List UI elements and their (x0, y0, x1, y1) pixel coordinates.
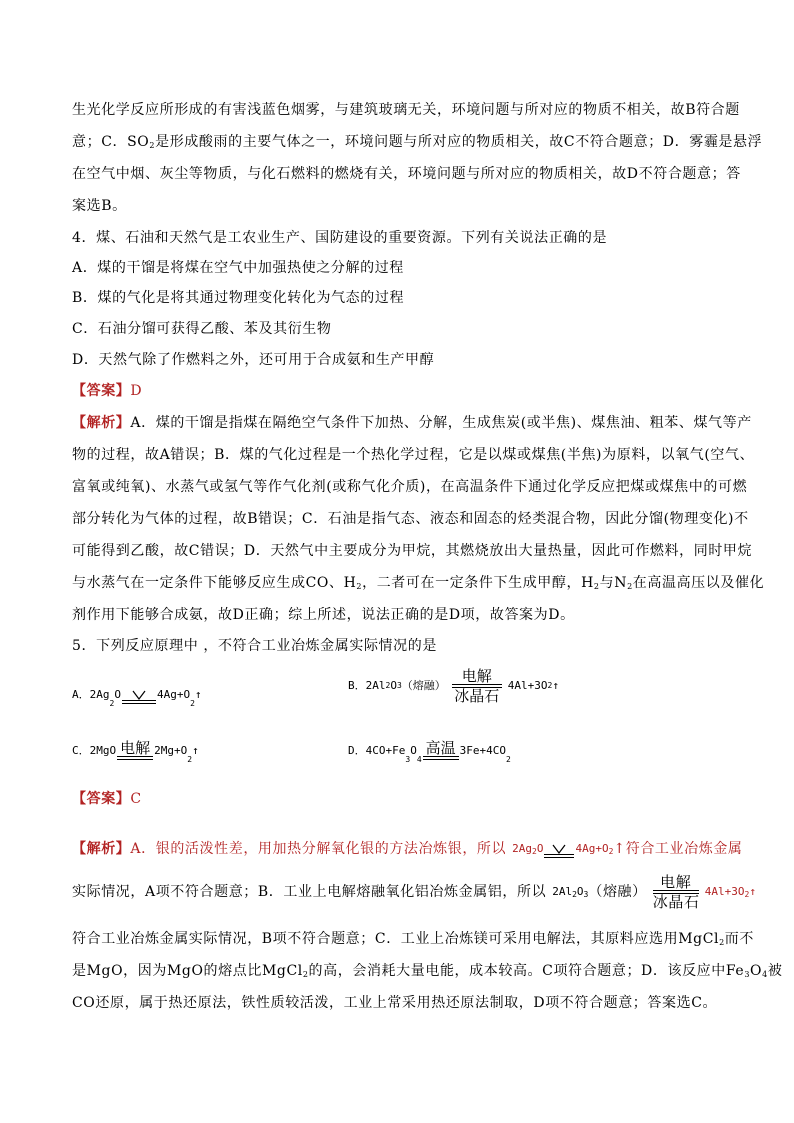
q4-answer: 【答案】D (72, 383, 143, 399)
q5-answer: 【答案】C (72, 791, 142, 807)
q4-explanation-line-3: 富氧或纯氧)、水蒸气或氢气等作气化剂(或称气化介质)，在高温条件下通过化学反应把煤或煤焦中的可燃 (72, 479, 748, 495)
heat-condition (544, 844, 574, 858)
q4-option-d: D．天然气除了作燃料之外，还可用于合成氨和生产甲醇 (72, 352, 435, 368)
electrolysis-condition: 电解 (117, 740, 153, 760)
q5-explanation-line-5: CO还原，属于热还原法，铁性质较活泼，工业上常采用热还原法制取，D项不符合题意；答案选C。 (72, 995, 718, 1011)
high-temperature-condition: 高温 (423, 740, 459, 760)
electrolysis-cryolite-condition: 电解 冰晶石 (652, 873, 700, 911)
q4-explanation-line-2: 物的过程，故A错误；B．煤的气化过程是一个热化学过程，它是以煤或煤焦(半焦)为原料，以氧气(空气、 (72, 447, 755, 463)
q5-option-d: D．4CO+Fe 3 O 4 高温 3Fe+4CO 2 (348, 739, 511, 764)
q5-option-b: B．2Al 2 O 3 （熔融） 电解 冰晶石 4Al+3O 2 ↑ (348, 667, 559, 705)
q5-option-a: A．2Ag 2 O 4Ag+O 2 ↑ (72, 688, 202, 708)
q4-explanation-line-4: 部分转化为气体的过程，故B错误；C．石油是指气态、液态和固态的烃类混合物，因此分馏(物理变化)不 (72, 511, 749, 527)
prev-explanation-line-3: 在空气中烟、灰尘等物质，与化石燃料的燃烧有关，环境问题与所对应的物质相关，故D不符合题意；答 (72, 166, 741, 182)
q5-stem: 5．下列反应原理中 ，不符合工业冶炼金属实际情况的是 (72, 638, 437, 654)
q4-explanation-line-5: 可能得到乙酸，故C错误；D．天然气中主要成分为甲烷，其燃烧放出大量热量，因此可作燃料，同时甲烷 (72, 543, 753, 559)
q4-explanation-line-1: 【解析】A．煤的干馏是指煤在隔绝空气条件下加热、分解，生成焦炭(或半焦)、煤焦油、粗苯、煤气等产 (72, 415, 752, 431)
q4-option-a: A．煤的干馏是将煤在空气中加强热使之分解的过程 (72, 260, 404, 276)
q4-option-b: B．煤的气化是将其通过物理变化转化为气态的过程 (72, 290, 405, 306)
heat-condition (122, 690, 156, 704)
electrolysis-cryolite-condition: 电解 冰晶石 (452, 668, 502, 704)
equals-arrow (544, 854, 574, 858)
q4-stem: 4．煤、石油和天然气是工农业生产、国防建设的重要资源。下列有关说法正确的是 (72, 230, 608, 246)
prev-explanation-line-1: 生光化学反应所形成的有害浅蓝色烟雾，与建筑玻璃无关，环境问题与所对应的物质不相关，故B符合题 (72, 102, 740, 118)
q4-option-c: C．石油分馏可获得乙酸、苯及其衍生物 (72, 321, 332, 337)
q5-explanation-line-3: 符合工业冶炼金属实际情况，B项不符合题意；C．工业上冶炼镁可采用电解法，其原料应选用MgCl$_2$而不 (72, 931, 754, 947)
heat-triangle-icon (132, 690, 146, 700)
prev-explanation-line-2: 意；C．$SO_2$是形成酸雨的主要气体之一，环境问题与所对应的物质相关，故C不符合题意；D．雾霾是悬浮 (72, 134, 763, 150)
q5-explanation-line-2: 实际情况，A项不符合题意；B．工业上电解熔融氧化铝冶炼金属铝，所以 $2Al_2O_3$ （熔融） 电解 冰晶石 $4Al+3O_2↑$ (72, 873, 756, 911)
equals-arrow (122, 700, 156, 704)
q4-explanation-line-6: 与水蒸气在一定条件下能够反应生成CO、$H_2$，二者可在一定条件下生成甲醇，$H_2$与$N_2$在高温高压以及催化 (72, 575, 765, 591)
heat-triangle-icon (552, 844, 566, 854)
q5-explanation-line-1: 【解析】 A．银的活泼性差，用加热分解氧化银的方法冶炼银，所以 $2Ag_2O$ $4Ag+O_2$ ↑符合工业冶炼金属 (72, 841, 743, 857)
q4-explanation-line-7: 剂作用下能够合成氨，故D正确；综上所述，说法正确的是D项，故答案为D。 (72, 607, 575, 623)
q5-explanation-line-4: 是MgO，因为MgO的熔点比MgCl$_2$的高，会消耗大量电能，成本较高。C项符合题意；D．该反应中$Fe_3O_4$被 (72, 963, 783, 979)
q5-option-c: C．2MgO 电解 2Mg+O 2 ↑ (72, 739, 199, 764)
prev-explanation-line-4: 案选B。 (72, 198, 127, 214)
